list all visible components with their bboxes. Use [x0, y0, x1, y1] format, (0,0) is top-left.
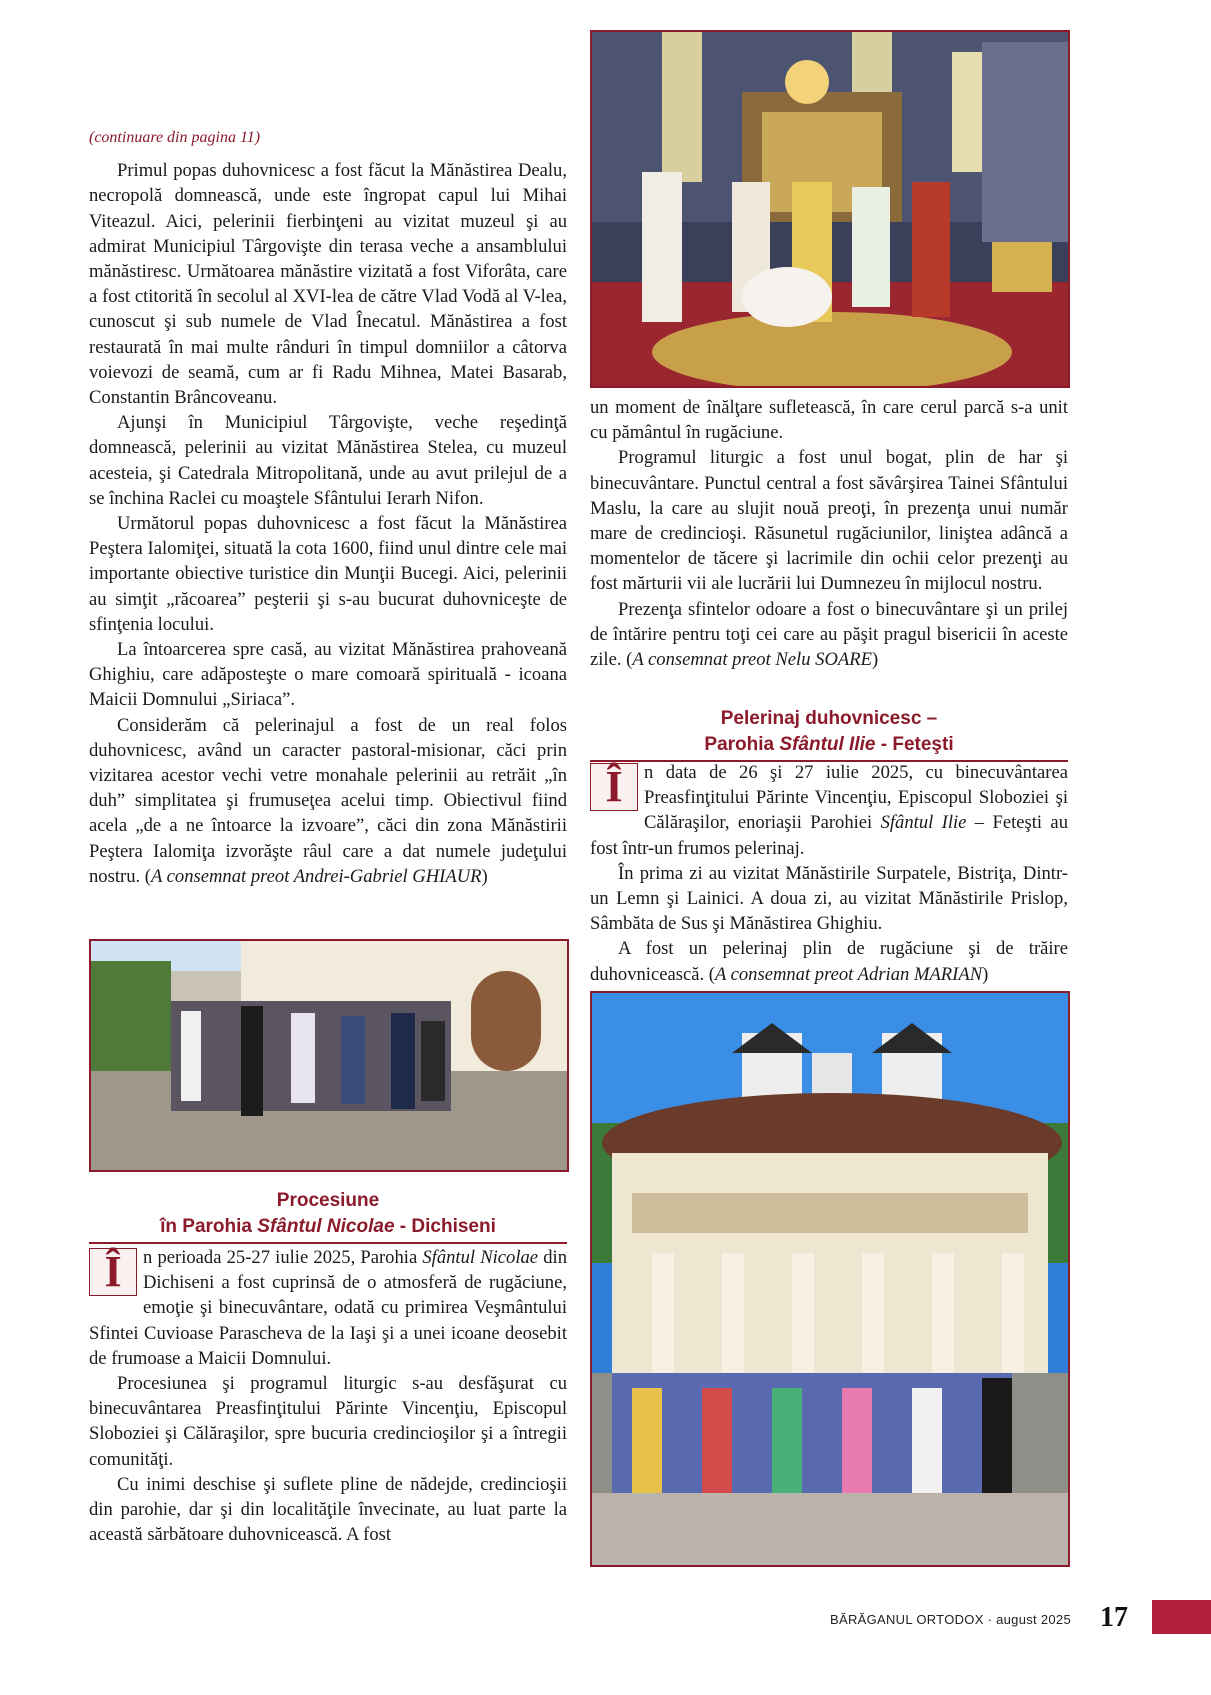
paragraph-text: A fost un pelerinaj plin de rugăciune şi de trăire duhovnicească.	[590, 938, 1068, 985]
photo-group-courtyard	[89, 939, 569, 1172]
signature-paren: )	[982, 963, 989, 985]
signature-paren: (	[621, 649, 633, 671]
paragraph-text: n data de 26 şi 27 iulie 2025, cu binecuvântarea Preasfinţitului Părinte Vincenţiu, Episcopul Sloboziei şi Călăraşilor, enoriaşii Parohiei	[644, 762, 1068, 834]
paragraph	[89, 713, 567, 889]
dropcap: Î	[89, 1248, 137, 1296]
heading-line: Pelerinaj duhovnicesc –	[720, 708, 938, 729]
signature: A consemnat preot Nelu SOARE	[632, 649, 872, 671]
paragraph: În prima zi au vizitat Mănăstirile Surpatele, Bistriţa, Dintr-un Lemn şi Lainici. A doua zi, au vizitat Mănăstirile Prislop, Sâmbăta de Sus şi Mănăstirea Ghighiu.	[590, 862, 1068, 935]
paragraph-italic: Sfântul Nicolae	[422, 1247, 539, 1268]
footer-accent-bar	[1152, 1600, 1211, 1634]
signature-paren: )	[481, 865, 488, 887]
paragraph-text: Considerăm că pelerinajul a fost de un real folos duhovnicesc, având un caracter pastoral-misionar, căci prin vizitarea acestor vechi vetre monahale pelerinii au retrăit „în duh” simplitatea şi frumuseţea acelui timp. Obiectivul fiind acela „de a ne întoarce la izvoare”, căci din zona Mănăstirii Peştera Ialomiţa izvorăşte râul care a dat numele judeţului nostru.	[89, 714, 567, 887]
paragraph: Ajunşi în Municipiul Târgovişte, veche reşedinţă domnească, pelerinii au vizitat Mănăstirea Stelea, cu muzeul acesteia, şi Catedrala Mitropolitană, unde au avut prilejul de a se închina Raclei cu moaştele Sfântului Ierarh Nifon.	[89, 412, 567, 509]
signature: A consemnat preot Andrei-Gabriel GHIAUR	[150, 865, 482, 887]
paragraph	[590, 597, 1068, 673]
right-column-top-text	[590, 395, 1068, 672]
group-courtyard-illustration	[91, 941, 567, 1170]
lead-paragraph	[590, 760, 1068, 861]
article-heading-fetesti	[590, 706, 1068, 762]
heading-text: Parohia	[704, 734, 780, 755]
paragraph-text: – Feteşti au fost într-un frumos pelerinaj.	[590, 812, 1068, 859]
paragraph: Următorul popas duhovnicesc a fost făcut la Mănăstirea Peştera Ialomiţei, situată la cota 1600, fiind unul dintre cele mai importante obiective turistice din Munţii Bucegi. Aici, pelerinii au simţit „răcoarea” peşterii şi s-au bucurat duhovniceşte de sfinţenia locului.	[89, 513, 567, 635]
page-footer	[0, 1600, 1211, 1640]
paragraph-text: Prezenţa sfintelor odoare a fost o binecuvântare şi un prilej de întărire pentru toţi cei care au păşit pragul bisericii în aceste zile.	[590, 598, 1068, 671]
heading-line	[89, 1214, 567, 1240]
church-interior-illustration	[592, 32, 1068, 386]
heading-text: - Feteşti	[875, 734, 954, 755]
paragraph: Programul liturgic a fost unul bogat, plin de har şi binecuvântare. Punctul central a fost săvârşirea Tainei Sfântului Maslu, la care au slujit nouă preoţi, în prezenţa unui număr mare de credincioşi. Răsunetul rugăciunilor, liniştea adâncă a momentelor de tăcere şi lacrimile din ochii celor prezenţi au fost mărturii vii ale lucrării lui Dumnezeu în mijlocul nostru.	[590, 447, 1068, 595]
heading-italic: Sfântul Nicolae	[257, 1216, 395, 1237]
left-column-text	[89, 125, 567, 889]
page-number: 17	[1100, 1602, 1128, 1633]
photo-church-interior	[590, 30, 1070, 388]
heading-line	[590, 732, 1068, 758]
article-body-fetesti	[590, 760, 1068, 987]
photo-monastery-group	[590, 991, 1070, 1567]
continuation-note: (continuare din pagina 11)	[89, 129, 261, 146]
heading-line: Procesiune	[276, 1190, 380, 1211]
publication-name: BĂRĂGANUL ORTODOX · august 2025	[830, 1612, 1071, 1627]
paragraph: Procesiunea şi programul liturgic s-au desfăşurat cu binecuvântarea Preasfinţitului Părinte Vincenţiu, Episcopul Sloboziei şi Călăraşilor, spre bucuria credincioşilor şi a întregii comunităţi.	[89, 1373, 567, 1470]
paragraph: Cu inimi deschise şi suflete pline de nădejde, credincioşii din parohie, dar şi din localităţile învecinate, au luat parte la această sărbătoare duhovnicească. A fost	[89, 1473, 567, 1546]
signature-paren: (	[704, 963, 715, 985]
signature-paren: )	[871, 649, 879, 671]
paragraph: La întoarcerea spre casă, au vizitat Mănăstirea prahoveană Ghighiu, care adăposteşte o mare comoară spirituală - icoana Maicii Domnului „Siriaca”.	[89, 639, 567, 711]
article-heading-dichiseni	[89, 1188, 567, 1244]
signature: A consemnat preot Adrian MARIAN	[714, 963, 983, 985]
paragraph-text: din Dichiseni a fost cuprinsă de o atmosferă de rugăciune, emoţie şi binecuvântare, odată cu primirea Veşmântului Sfintei Cuvioase Parascheva de la Iaşi şi a unei icoane deosebit de frumoase a Maicii Domnului.	[89, 1247, 567, 1369]
article-body-dichiseni	[89, 1245, 567, 1547]
paragraph-text: n perioada 25-27 iulie 2025, Parohia	[143, 1247, 423, 1268]
heading-italic: Sfântul Ilie	[779, 734, 876, 755]
lead-paragraph	[89, 1245, 567, 1371]
paragraph: Primul popas duhovnicesc a fost făcut la Mănăstirea Dealu, necropolă domnească, unde este îngropat capul lui Mihai Viteazul. Aici, pelerinii fierbinţeni au vizitat muzeul şi au admirat Municipiul Târgovişte din terasa veche a ansamblului mănăstiresc. Următoarea mănăstire vizitată a fost Viforâta, care a fost ctitorită în secolul al XVI-lea de către Vlad Vodă al V-lea, cunoscut şi sub numele de Vlad Înecatul. Mănăstirea a fost restaurată în mai multe rânduri în timpul domniilor a câtorva voievozi de seamă, cum ar fi Radu Mihnea, Matei Basarab, Constantin Brâncoveanu.	[89, 160, 567, 409]
signature-paren: (	[140, 865, 151, 887]
heading-text: - Dichiseni	[394, 1216, 496, 1237]
paragraph: un moment de înălţare sufletească, în care cerul parcă s-a unit cu pământul în rugăciune.	[590, 397, 1068, 444]
dropcap: Î	[590, 763, 638, 811]
paragraph-italic: Sfântul Ilie	[880, 812, 967, 834]
monastery-illustration	[592, 993, 1068, 1565]
paragraph	[590, 936, 1068, 986]
heading-text: în Parohia	[160, 1216, 258, 1237]
